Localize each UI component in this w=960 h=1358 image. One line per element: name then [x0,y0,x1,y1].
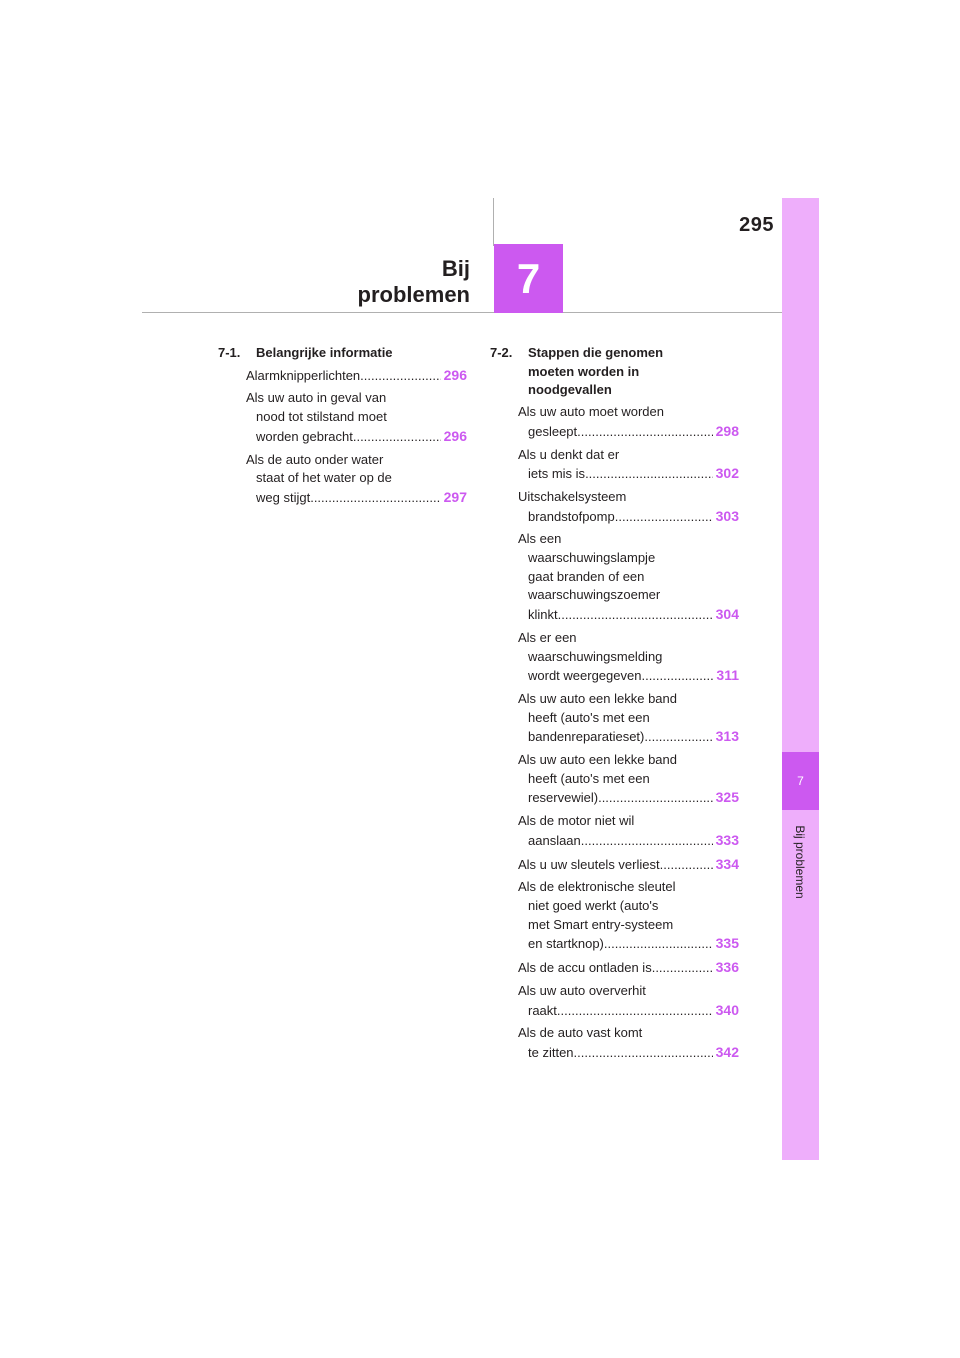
toc-entry-text: Als de motor niet wil [518,813,635,829]
toc-entry-text: staat of het water op de [256,470,392,486]
side-tab-label: Bij problemen [793,825,807,899]
toc-entry-text: Als er een [518,629,577,645]
leader-dots [660,856,713,875]
toc-entry-text: raakt [528,1002,557,1018]
page-reference-link[interactable]: 342 [715,1043,739,1060]
toc-entry-text: gesleept [528,423,578,439]
toc-entry[interactable] [518,629,739,686]
section-heading [490,344,739,400]
toc-entry[interactable] [518,751,739,808]
toc-entry-text: Uitschakelsysteem [518,488,627,504]
side-tab-number: 7 [782,752,819,810]
toc-entry-text: heeft (auto's met een [528,770,650,786]
page-reference-link[interactable]: 297 [443,488,467,505]
page-reference-link[interactable]: 304 [715,606,739,623]
toc-entry-text: waarschuwingsmelding [528,648,663,664]
toc-entry-text: reservewiel) [528,790,599,806]
page-reference-link[interactable]: 311 [716,667,739,684]
chapter-title: Bij problemen [357,256,470,307]
toc-entry-text: brandstofpomp [528,508,615,524]
toc-entry[interactable] [518,690,739,747]
leader-dots [557,1002,713,1021]
toc-entry[interactable] [246,451,467,508]
toc-entry-text: Alarmknipperlichten [246,367,361,383]
toc-entry[interactable] [518,855,739,875]
toc-entry-text: Als de auto vast komt [518,1025,643,1041]
toc-entry-text: Als de auto onder water [246,451,384,467]
toc-entry[interactable] [518,488,739,526]
toc-entry-text: Als uw auto in geval van [246,390,387,406]
header-divider-vertical [493,198,494,246]
section-title-line: Belangrijke informatie [256,345,393,360]
toc-entry-text: wordt weergegeven [528,668,642,684]
leader-dots [353,428,441,447]
toc-entry-text: Als u uw sleutels verliest [518,856,660,872]
header-divider-horizontal [142,312,782,313]
toc-entry-text: waarschuwingslampje [528,550,656,566]
toc-entry-text: Als uw auto oververhit [518,982,646,998]
toc-section-7-2 [490,344,739,1067]
page-reference-link[interactable]: 313 [715,728,739,745]
toc-entry-text: en startknop) [528,936,604,952]
leader-dots [360,367,440,386]
toc-entry[interactable] [518,812,739,850]
toc-entry[interactable] [246,389,467,446]
toc-entry[interactable] [518,530,739,625]
page-reference-link[interactable]: 333 [715,831,739,848]
toc-section-7-1 [218,344,467,512]
leader-dots [585,465,713,484]
toc-entry-text: worden gebracht [256,428,353,444]
toc-entry-text: Als uw auto moet worden [518,404,664,420]
page-reference-link[interactable]: 334 [715,855,739,872]
page-reference-link[interactable]: 335 [715,935,739,952]
toc-entry[interactable] [518,403,739,441]
leader-dots [641,667,713,686]
chapter-number-badge: 7 [494,244,563,313]
page-reference-link[interactable]: 296 [443,366,467,383]
page-reference-link[interactable]: 336 [715,959,739,976]
toc-entry-text: gaat branden of een [528,568,645,584]
section-title-line: noodgevallen [528,382,612,398]
entry-list [246,366,467,508]
page-reference-link[interactable]: 303 [715,507,739,524]
section-number: 7-2. [490,345,513,360]
leader-dots [574,1044,713,1063]
toc-entry-text: nood tot stilstand moet [256,409,387,425]
toc-entry[interactable] [518,878,739,954]
toc-entry[interactable] [518,958,739,978]
toc-entry[interactable] [518,446,739,484]
section-title [256,344,393,363]
toc-entry-text: bandenreparatieset) [528,729,645,745]
leader-dots [598,789,713,808]
toc-entry-text: Als de elektronische sleutel [518,879,676,895]
section-title [528,344,663,400]
section-title-line: moeten worden in [528,363,640,379]
toc-entry-text: Als de accu ontladen is [518,960,652,976]
toc-entry-text: iets mis is [528,466,586,482]
section-title-line: Stappen die genomen [528,345,664,360]
toc-entry-text: heeft (auto's met een [528,709,650,725]
page-reference-link[interactable]: 302 [715,465,739,482]
toc-entry-text: te zitten [528,1044,574,1060]
toc-entry[interactable] [518,982,739,1020]
leader-dots [604,935,713,954]
page-number: 295 [739,214,774,236]
toc-entry-text: met Smart entry-systeem [528,916,674,932]
leader-dots [652,959,713,978]
toc-entry-text: weg stijgt [256,489,311,505]
toc-entry-text: Als een [518,531,562,547]
page-reference-link[interactable]: 296 [443,427,467,444]
page-reference-link[interactable]: 325 [715,789,739,806]
leader-dots [558,606,713,625]
toc-entry[interactable] [246,366,467,386]
toc-entry-text: Als uw auto een lekke band [518,690,677,706]
toc-entry-text: klinkt [528,607,558,623]
leader-dots [577,423,712,442]
toc-entry-text: Als u denkt dat er [518,446,620,462]
leader-dots [310,489,440,508]
entry-list [518,403,739,1063]
toc-entry-text: waarschuwingszoemer [528,587,661,603]
section-number: 7-1. [218,345,241,360]
leader-dots [581,832,713,851]
toc-entry-text: aanslaan [528,832,581,848]
section-heading [218,344,467,363]
leader-dots [644,728,712,747]
toc-entry[interactable] [518,1024,739,1062]
page-reference-link[interactable]: 298 [715,422,739,439]
side-tab [782,198,819,1160]
leader-dots [615,508,713,527]
toc-entry-text: Als uw auto een lekke band [518,752,677,768]
toc-entry-text: niet goed werkt (auto's [528,897,659,913]
page-reference-link[interactable]: 340 [715,1001,739,1018]
